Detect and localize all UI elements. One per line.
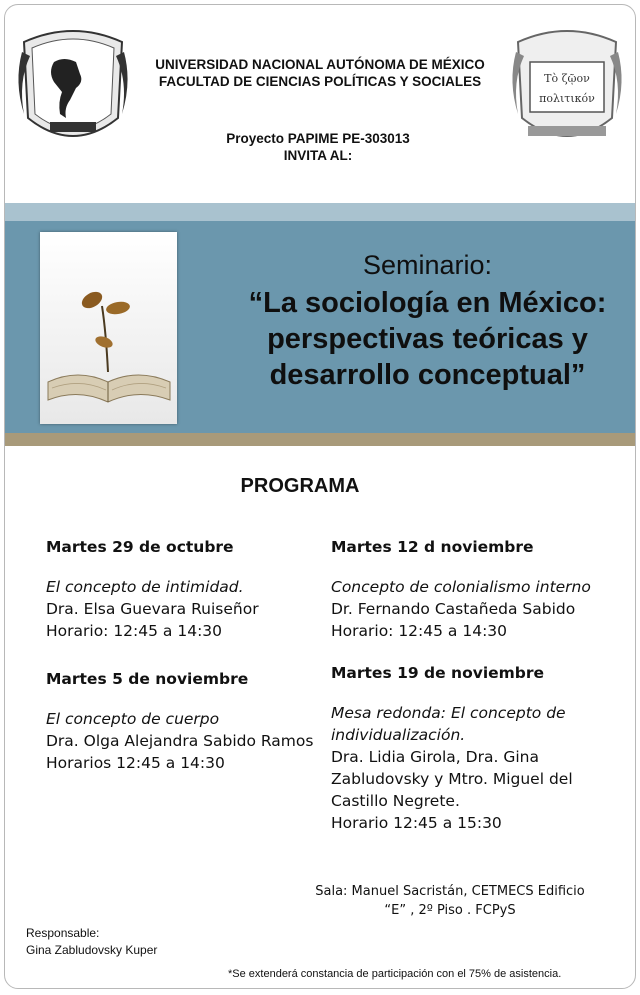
fcpys-seal-icon: [508, 22, 626, 150]
responsible-name: Gina Zabludovsky Kuper: [26, 943, 158, 957]
institution-name: [132, 56, 508, 90]
session-item: [46, 536, 336, 642]
responsible: [26, 925, 157, 959]
venue: [300, 882, 600, 920]
session-topic: El concepto de intimidad.: [46, 578, 244, 596]
session-item: [331, 662, 631, 834]
session-time: Horario: 12:45 a 14:30: [46, 622, 223, 640]
session-item: [331, 536, 631, 642]
faculty-name: FACULTAD DE CIENCIAS POLÍTICAS Y SOCIALES: [158, 74, 482, 89]
session-speaker: Dr. Fernando Castañeda Sabido: [331, 600, 576, 618]
banner-top-stripe: [5, 203, 635, 221]
seminar-label: Seminario:: [362, 250, 493, 280]
project-invitation: [150, 130, 486, 164]
session-speaker: Dra. Olga Alejandra Sabido Ramos: [46, 732, 314, 750]
university-name: UNIVERSIDAD NACIONAL AUTÓNOMA DE MÉXICO: [155, 57, 485, 72]
svg-text:πολιτικόν: πολιτικόν: [539, 92, 595, 105]
seminar-title-line: perspectivas teóricas y: [267, 323, 588, 355]
unam-seal-icon: [14, 22, 132, 150]
sprout-book-image: [40, 232, 177, 424]
session-time: Horario: 12:45 a 14:30: [331, 622, 508, 640]
seminar-title: [215, 285, 640, 393]
program-column-left: [46, 536, 336, 794]
venue-line: Sala: Manuel Sacristán, CETMECS Edificio: [315, 884, 585, 899]
session-time: Horarios 12:45 a 14:30: [46, 754, 225, 772]
invites-label: INVITA AL:: [283, 148, 353, 163]
svg-text:Τὸ ζῷον: Τὸ ζῷον: [544, 72, 590, 85]
session-speaker: Dra. Elsa Guevara Ruiseñor: [46, 600, 259, 618]
session-date: Martes 5 de noviembre: [46, 670, 249, 688]
responsible-label: Responsable:: [26, 926, 100, 940]
session-topic: Concepto de colonialismo interno: [331, 578, 591, 596]
session-topic: Mesa redonda: El concepto de individualización.: [331, 704, 566, 744]
project-code: Proyecto PAPIME PE-303013: [226, 131, 410, 146]
session-topic: El concepto de cuerpo: [46, 710, 220, 728]
program-column-right: [331, 536, 631, 854]
seminar-title-line: “La sociología en México:: [248, 287, 607, 319]
session-date: Martes 12 d noviembre: [331, 538, 534, 556]
session-time: Horario 12:45 a 15:30: [331, 814, 502, 832]
session-date: Martes 29 de octubre: [46, 538, 234, 556]
seminar-title-line: desarrollo conceptual”: [269, 359, 586, 391]
venue-line: “E” , 2º Piso . FCPyS: [384, 903, 516, 918]
program-heading: PROGRAMA: [240, 475, 360, 497]
banner-bottom-stripe: [5, 433, 635, 446]
session-date: Martes 19 de noviembre: [331, 664, 545, 682]
attendance-note: *Se extenderá constancia de participación con el 75% de asistencia.: [228, 968, 562, 980]
session-item: [46, 668, 336, 774]
header: [0, 0, 640, 200]
session-speaker: Dra. Lidia Girola, Dra. Gina Zabludovsky y Mtro. Miguel del Castillo Negrete.: [331, 748, 573, 810]
